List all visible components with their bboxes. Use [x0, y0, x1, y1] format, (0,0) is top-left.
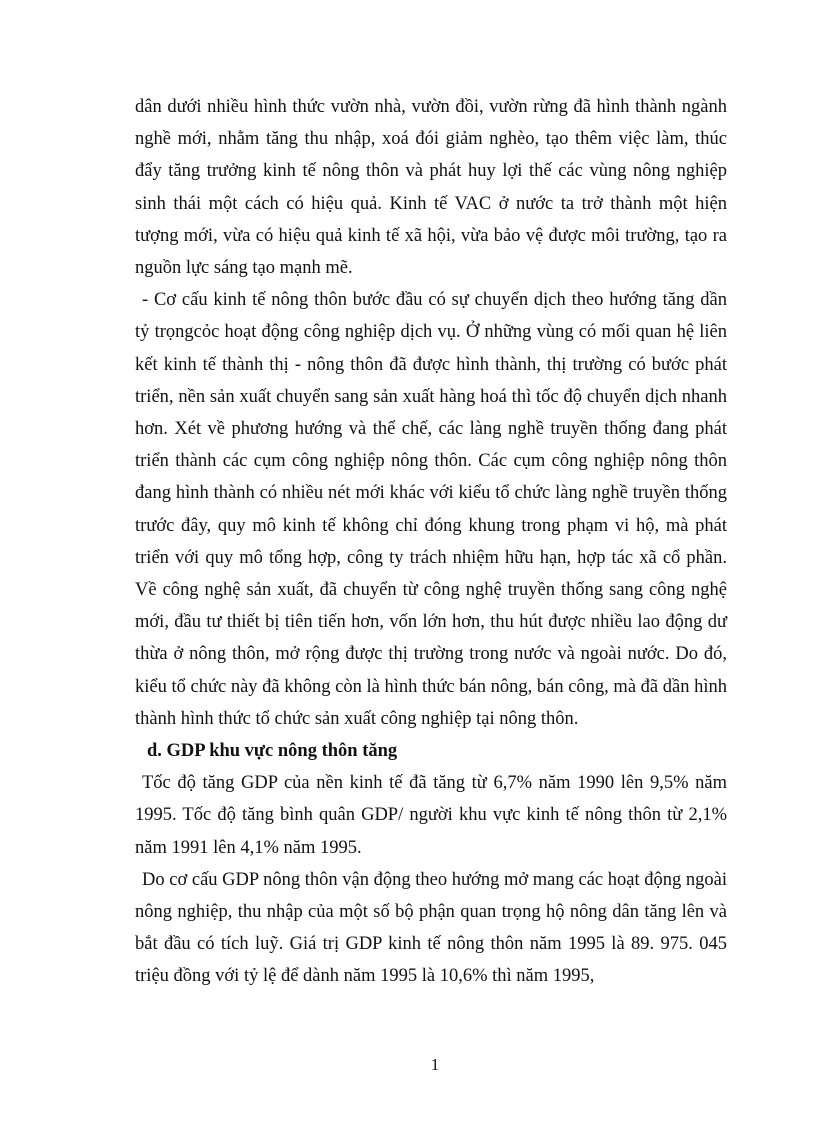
page-number: 1: [430, 1055, 440, 1074]
paragraph-economic-structure: - Cơ cấu kinh tế nông thôn bước đầu có sự chuyển dịch theo hướng tăng dần tỷ trọngcỏc hoạt động công nghiệp dịch vụ. Ở những vùng có mối quan hệ liên kết kinh tế thành thị - nông thôn đã được hình thành, thị trường có bước phát triển, nền sản xuất chuyển sang sản xuất hàng hoá thì tốc độ chuyển dịch nhanh hơn. Xét về phương hướng và thể chế, các làng nghề truyền thống đang phát triển thành các cụm công nghiệp nông thôn. Các cụm công nghiệp nông thôn đang hình thành có nhiều nét mới khác với kiểu tổ chức làng nghề truyền thống trước đây, quy mô kinh tế không chỉ đóng khung trong phạm vi hộ, mà phát triển với quy mô tổng hợp, công ty trách nhiệm hữu hạn, hợp tác xã cổ phần. Về công nghệ sản xuất, đã chuyển từ công nghệ truyền thống sang công nghệ mới, đầu tư thiết bị tiên tiến hơn, vốn lớn hơn, thu hút được nhiều lao động dư thừa ở nông thôn, mở rộng được thị trường trong nước và ngoài nước. Do đó, kiểu tổ chức này đã không còn là hình thức bán nông, bán công, mà đã dần hình thành hình thức tổ chức sản xuất công nghiệp tại nông thôn.: [135, 290, 727, 729]
body-text: [135, 91, 727, 993]
paragraph-gdp-structure: Do cơ cấu GDP nông thôn vận động theo hướng mở mang các hoạt động ngoài nông nghiệp, thu nhập của một số bộ phận quan trọng hộ nông dân tăng lên và bắt đầu có tích luỹ. Giá trị GDP kinh tế nông thôn năm 1995 là 89. 975. 045 triệu đồng với tỷ lệ để dành năm 1995 là 10,6% thì năm 1995,: [135, 869, 727, 987]
section-heading-gdp: d. GDP khu vực nông thôn tăng: [147, 741, 398, 762]
paragraph-vac-economy: dân dưới nhiều hình thức vườn nhà, vườn đồi, vườn rừng đã hình thành ngành nghề mới, nhằm tăng thu nhập, xoá đói giảm nghèo, tạo thêm việc làm, thúc đẩy tăng trưởng kinh tế nông thôn và phát huy lợi thế các vùng nông nghiệp sinh thái một cách có hiệu quả. Kinh tế VAC ở nước ta trở thành một hiện tượng mới, vừa có hiệu quả kinh tế xã hội, vừa bảo vệ được môi trường, tạo ra nguồn lực sáng tạo mạnh mẽ.: [135, 97, 727, 279]
paragraph-gdp-growth: Tốc độ tăng GDP của nền kinh tế đã tăng từ 6,7% năm 1990 lên 9,5% năm 1995. Tốc độ tăng bình quân GDP/ người khu vực kinh tế nông thôn từ 2,1% năm 1991 lên 4,1% năm 1995.: [135, 773, 727, 858]
